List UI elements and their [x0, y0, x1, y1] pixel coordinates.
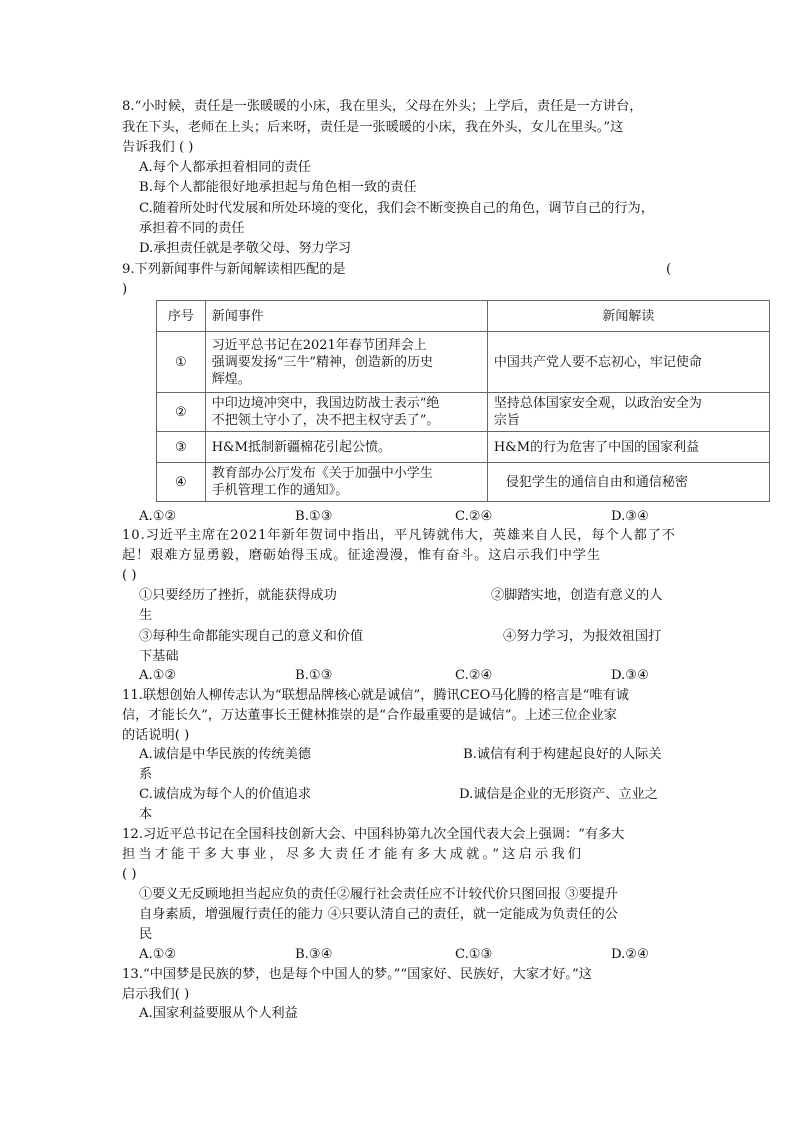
row-interpretation: H&M的行为危害了中国的国家利益	[487, 432, 769, 463]
row-event	[205, 393, 487, 432]
q10-stem-line-1: 10.习近平主席在2021年新年贺词中指出，平凡铸就伟大，英雄来自人民，每个人都了不	[122, 528, 676, 543]
q11-option-b-cont: 系	[139, 767, 153, 782]
row-event-line: 强调要发扬“三牛”精神，创造新的历史	[211, 354, 434, 370]
q12-stem-line-1: 12.习近平总书记在全国科技创新大会、中国科协第九次全国代表大会上强调：“有多大	[122, 827, 625, 842]
q8-option-a: A.每个人都承担着相同的责任	[139, 160, 311, 175]
q9-paren-close: )	[122, 282, 128, 297]
header-interpretation: 新闻解读	[487, 301, 769, 332]
q8-stem-line-3: 告诉我们 ( )	[122, 140, 194, 155]
row-event-line: 辉煌。	[211, 371, 251, 387]
q8-stem-line-1: 8.“小时候，责任是一张暖暖的小床，我在里头，父母在外头；上学后，责任是一方讲台，	[122, 99, 643, 114]
row-interpretation-line: 坚持总体国家安全观，以政治安全为	[493, 396, 702, 411]
q9-option-d: D.③④	[611, 509, 649, 524]
q12-option-c: C.①③	[455, 947, 493, 962]
q12-items-line-3: 民	[139, 927, 153, 942]
q9-option-c: C.②④	[455, 509, 493, 524]
q10-item-4: ④努力学习，为报效祖国打	[503, 629, 662, 644]
row-interpretation	[487, 393, 769, 432]
row-event	[205, 332, 487, 393]
q10-option-b: B.①③	[295, 668, 333, 683]
q10-option-d: D.③④	[611, 668, 649, 683]
q9-paren-open: (	[666, 262, 672, 277]
row-event	[205, 432, 487, 463]
row-index: ②	[157, 393, 206, 432]
q11-option-b: B.诚信有利于构建起良好的人际关	[463, 747, 662, 762]
q8-option-d: D.承担责任就是孝敬父母、努力学习	[139, 241, 352, 256]
news-table	[156, 300, 770, 502]
q11-option-d: D.诚信是企业的无形资产、立业之	[459, 787, 658, 802]
header-event: 新闻事件	[205, 301, 487, 332]
row-index: ④	[157, 463, 206, 502]
q10-stem-line-3: ( )	[122, 568, 137, 583]
q8-option-c-cont: 承担着不同的责任	[139, 221, 245, 236]
q12-items-line-2: 自身素质，增强履行责任的能力 ④只要认清自己的责任，就一定能成为负责任的公	[139, 907, 618, 922]
row-event-line: 手机管理工作的通知》。	[211, 483, 349, 498]
q10-item-1: ①只要经历了挫折，就能获得成功	[139, 588, 337, 603]
row-event-line: 中印边境冲突中，我国边防战士表示“绝	[211, 396, 440, 411]
row-interpretation: 侵犯学生的通信自由和通信秘密	[487, 463, 769, 502]
table-row	[157, 432, 770, 463]
q13-option-a: A.国家利益要服从个人利益	[139, 1006, 298, 1021]
table-row	[157, 332, 770, 393]
q10-stem-line-2: 起！艰难方显勇毅，磨砺始得玉成。征途漫漫，惟有奋斗。这启示我们中学生	[122, 548, 601, 563]
table-header-row	[157, 301, 770, 332]
q12-option-a: A.①②	[139, 947, 177, 962]
q8-stem-line-2: 我在下头，老师在上头；后来呀，责任是一张暖暖的小床，我在外头，女儿在里头。”这	[122, 120, 624, 135]
row-event	[205, 463, 487, 502]
q10-item-4-cont: 下基础	[139, 649, 179, 664]
row-interpretation-line: 宗旨	[493, 413, 520, 428]
q12-stem-line-2: 担当才能干多大事业，尽多大责任才能有多大成就。”这启示我们	[122, 847, 585, 862]
header-index: 序号	[157, 301, 206, 332]
q11-option-c: C.诚信成为每个人的价值追求	[139, 787, 312, 802]
row-event-line: 习近平总书记在2021年春节团拜会上	[211, 337, 427, 353]
q12-option-b: B.③④	[295, 947, 333, 962]
q11-stem-line-1: 11.联想创始人柳传志认为“联想品牌核心就是诚信”，腾讯CEO马化腾的格言是“唯有诚	[122, 688, 629, 703]
q13-stem-line-1: 13.“中国梦是民族的梦，也是每个中国人的梦。”“国家好、民族好，大家才好。”这	[122, 967, 592, 982]
q11-option-d-cont: 本	[139, 807, 153, 822]
row-index: ③	[157, 432, 206, 463]
row-index: ①	[157, 332, 206, 393]
row-event-line: 不把领土守小了，决不把主权守丢了”。	[211, 413, 440, 428]
q12-stem-line-3: ( )	[122, 867, 137, 882]
q12-items-line-1: ①要义无反顾地担当起应负的责任②履行社会责任应不计较代价只图回报 ③要提升	[139, 887, 618, 902]
table-row	[157, 393, 770, 432]
q12-option-d: D.②④	[611, 947, 649, 962]
q13-stem-line-2: 启示我们( )	[122, 987, 190, 1002]
q11-stem-line-3: 的话说明( )	[122, 728, 190, 743]
q10-option-c: C.②④	[455, 668, 493, 683]
row-event-line: 教育部办公厅发布《关于加强中小学生	[211, 466, 433, 481]
row-event-line: H&M抵制新疆棉花引起公愤。	[211, 439, 391, 455]
q11-option-a: A.诚信是中华民族的传统美德	[139, 747, 311, 762]
q10-item-2: ②脚踏实地，创造有意义的人	[491, 588, 663, 603]
row-interpretation: 中国共产党人要不忘初心，牢记使命	[487, 332, 769, 393]
q9-option-a: A.①②	[139, 509, 177, 524]
q10-item-3: ③每种生命都能实现自己的意义和价值	[139, 629, 364, 644]
q9-stem: 9.下列新闻事件与新闻解读相匹配的是	[122, 262, 346, 277]
q8-option-c: C.随着所处时代发展和所处环境的变化，我们会不断变换自己的角色，调节自己的行为，	[139, 201, 654, 216]
q10-option-a: A.①②	[139, 668, 177, 683]
q11-stem-line-2: 信，才能长久”，万达董事长王健林推崇的是“合作最重要的是诚信”。上述三位企业家	[122, 708, 617, 723]
q9-option-b: B.①③	[295, 509, 333, 524]
q8-option-b: B.每个人都能很好地承担起与角色相一致的责任	[139, 180, 417, 195]
table-row	[157, 463, 770, 502]
q10-item-2-cont: 生	[139, 608, 153, 623]
